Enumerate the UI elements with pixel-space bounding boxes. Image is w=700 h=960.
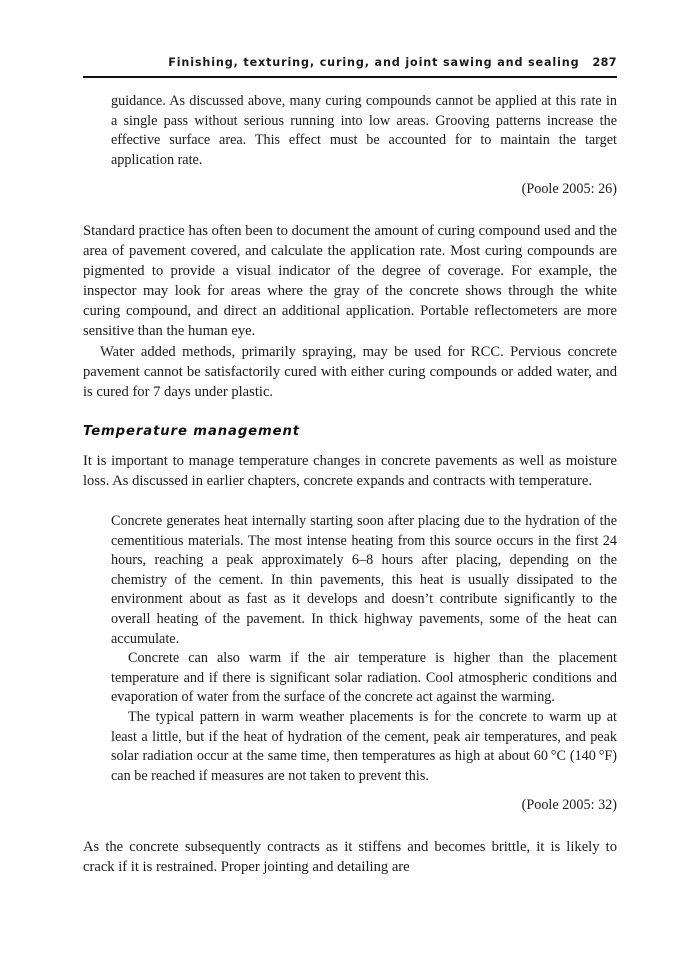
block-quote-1-citation: (Poole 2005: 26): [521, 181, 617, 198]
paragraph-4: As the concrete subsequently contracts as it stiffens and becomes brittle, it is likely to crack if it is restrained. Proper jointing and detailing are: [83, 838, 617, 875]
spacer: [83, 441, 617, 451]
spacer: [111, 786, 617, 796]
block-quote-2-citation: (Poole 2005: 32): [521, 797, 617, 814]
block-quote-2: [111, 512, 617, 816]
block-quote-2-paragraph-2: Concrete can also warm if the air temperature is higher than the placement temperature and if there is significant solar radiation. Cool atmospheric conditions and evaporation of water from the surface of the concrete act against the warming.: [111, 650, 617, 706]
spacer: [111, 170, 617, 180]
paragraph-2: Water added methods, primarily spraying, may be used for RCC. Pervious concrete pavement cannot be satisfactorily cured with either curing compounds or added water, and is cured for 7 days under plastic.: [83, 343, 617, 400]
paragraph-3: It is important to manage temperature changes in concrete pavements as well as moisture loss. As discussed in earlier chapters, concrete expands and contracts with temperature.: [83, 452, 617, 489]
header-rule: [83, 76, 617, 78]
paragraph-1: Standard practice has often been to document the amount of curing compound used and the area of pavement covered, and calculate the application rate. Most curing compounds are pigmented to provide a visual indicator of the degree of coverage. For example, the inspector may look for areas where the gray of the concrete shows through the white curing compound, and direct an additional application. Portable reflectometers are more sensitive than the human eye.: [83, 222, 617, 340]
section-heading-temperature-management: Temperature management: [83, 423, 300, 439]
running-head: [83, 56, 617, 69]
spacer: [83, 491, 617, 512]
spacer: [83, 816, 617, 837]
text-column: [83, 92, 617, 877]
block-quote-2-paragraph-1: Concrete generates heat internally starting soon after placing due to the hydration of the cementitious materials. The most intense heating from this source occurs in the first 24 hours, reaching a peak approximately 6–8 hours after placing, depending on the chemistry of the cement. In thin pavements, this heat is usually dissipated to the environment about as fast as it develops and doesn’t contribute significantly to the overall heating of the pavement. In thick highway pavements, some of the heat can accumulate.: [111, 513, 617, 647]
spacer: [83, 200, 617, 221]
block-quote-2-paragraph-3: The typical pattern in warm weather placements is for the concrete to warm up at least a little, but if the heat of hydration of the cement, peak air temperatures, and peak solar radiation occur at the same time, then temperatures as high at about 60 °C (140 °F) can be reached if measures are not taken to prevent this.: [111, 708, 617, 784]
page-number: 287: [592, 56, 617, 69]
spacer: [83, 402, 617, 423]
block-quote-1-text: guidance. As discussed above, many curing compounds cannot be applied at this rate in a single pass without serious running into low areas. Grooving patterns increase the effective surface area. This effect must be accounted for to maintain the target application rate.: [111, 93, 617, 168]
running-head-title: Finishing, texturing, curing, and joint sawing and sealing: [168, 56, 580, 69]
block-quote-1: [111, 92, 617, 200]
